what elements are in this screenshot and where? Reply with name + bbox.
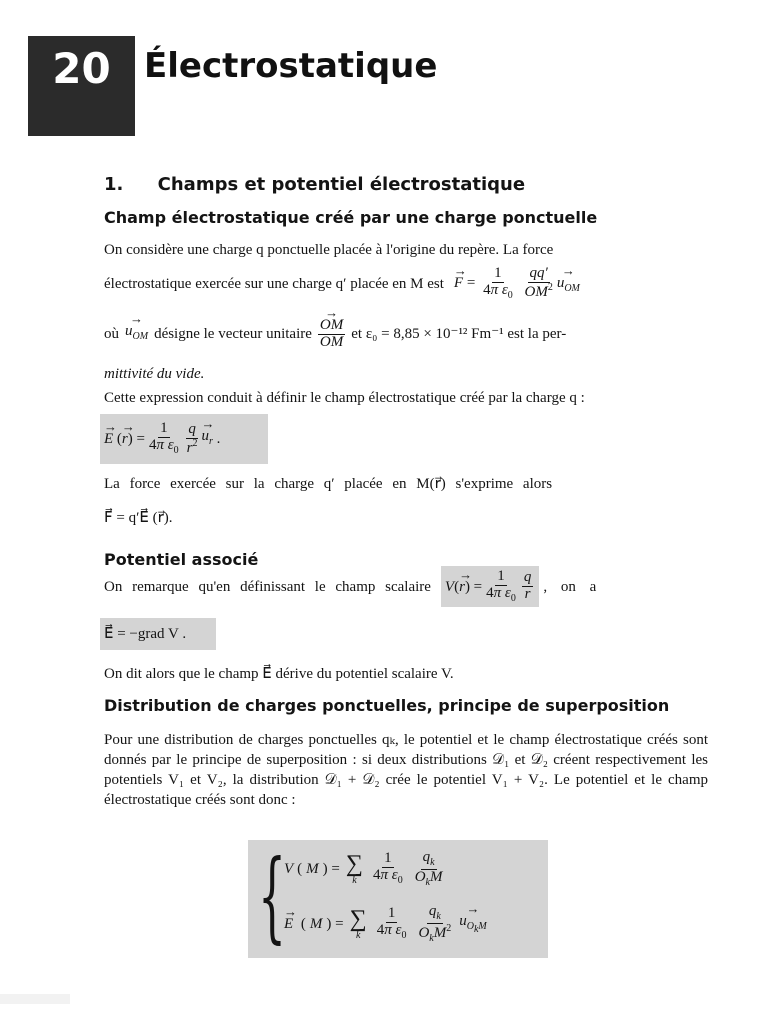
formula-uom: → $u_{OM}$ <box>125 321 148 347</box>
formula-force: → F = $\frac{1}{4\pi \varepsilon_0}$ $\frac{qq'}{OM^2}$ → $u_{OM}$ <box>454 266 580 301</box>
force-equation-line <box>104 266 714 301</box>
formula-force-field: F⃗ = q′E⃗ (r⃗). <box>104 510 173 526</box>
paragraph-line: On dit alors que le champ E⃗ dérive du potentiel scalaire V. <box>104 666 454 682</box>
paragraph-text: On remarque qu'en définissant le champ scalaire <box>104 578 431 595</box>
formula-unit-vector: → $\frac{OM}{OM}$ <box>318 318 345 351</box>
unit-vector-line <box>104 318 714 351</box>
paragraph-text: , on a <box>543 578 597 595</box>
potential-definition-line <box>104 566 714 607</box>
paragraph-superposition: Pour une distribution de charges ponctuelles qₖ, le potentiel et le champ électrostatique créés sont donnés par le principe de superposition : si deux distributions 𝒟₁ et 𝒟₂ créent respectivement les potentiels V₁ et V₂, la distribution 𝒟₁ + 𝒟₂ crée le potentiel V₁ + V₂. Le potentiel et le champ électrostatique créés sont donc : <box>104 732 708 808</box>
paragraph-text: électrostatique exercée sur une charge q′ placée en M est <box>104 275 444 292</box>
paragraph-text: mittivité du vide. <box>104 366 205 382</box>
paragraph-text: où <box>104 326 119 343</box>
section-heading <box>104 174 525 195</box>
brace: { <box>258 840 287 954</box>
formula-potential: V ( → r ) = $\frac{1}{4\pi \varepsilon_0}$ $\frac{q}{r}$ <box>441 566 539 607</box>
paragraph-line <box>104 364 204 384</box>
paragraph-text: désigne le vecteur unitaire <box>154 326 312 343</box>
section-title: Champs et potentiel électrostatique <box>157 174 526 195</box>
formula-field-sum: → E ( M ) = ∑ k $\frac{1}{4\pi \varepsilon_0}$ $\frac{q_k}{O_kM^2}$ → $u_{O_kM}$ <box>284 904 487 944</box>
formula-gradient: E⃗ = −grad V . <box>100 618 216 650</box>
formula-electric-field: → E ( → r ) = $\frac{1}{4\pi \varepsilon_0}$ $\frac{q}{r^2}$ → $u_r$ . <box>100 414 268 464</box>
paragraph-text: et ε₀ = 8,85 × 10⁻¹² Fm⁻¹ est la per- <box>351 326 567 343</box>
subsection-title-superposition: Distribution de charges ponctuelles, principe de superposition <box>104 696 670 715</box>
formula-superposition-system <box>248 840 548 958</box>
formula-potential-sum: V ( M ) = ∑ k $\frac{1}{4\pi \varepsilon_0}$ $\frac{q_k}{O_kM}$ <box>284 849 443 888</box>
subsection-title-champ: Champ électrostatique créé par une charge ponctuelle <box>104 208 598 227</box>
page-edge-mark <box>0 994 70 1004</box>
section-number: 1. <box>104 174 124 195</box>
paragraph-line: La force exercée sur la charge q′ placée en M(r⃗) s'exprime alors <box>104 476 553 492</box>
paragraph-line: On considère une charge q ponctuelle placée à l'origine du repère. La force <box>104 242 554 258</box>
subsection-title-potentiel: Potentiel associé <box>104 550 259 569</box>
chapter-number: 20 <box>52 44 111 93</box>
chapter-title: Électrostatique <box>144 46 438 86</box>
chapter-number-box <box>28 36 135 136</box>
paragraph-line: Cette expression conduit à définir le champ électrostatique créé par la charge q : <box>104 390 585 406</box>
